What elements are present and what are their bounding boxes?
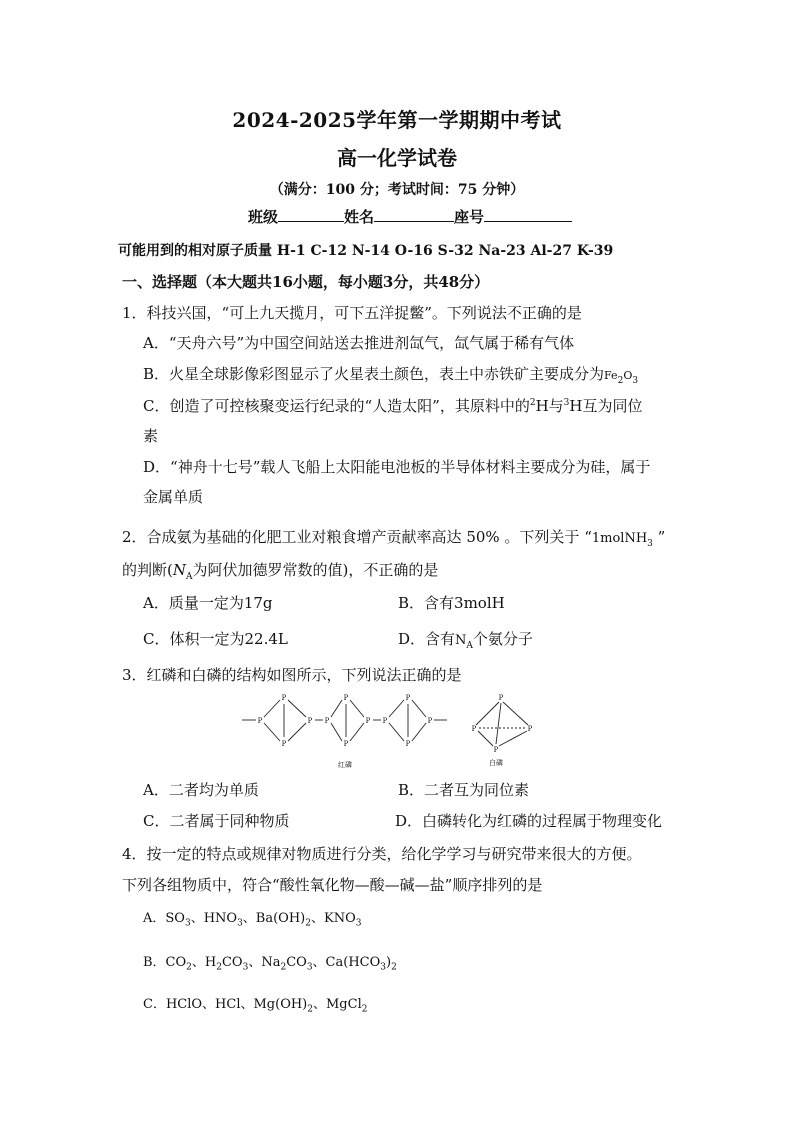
formula-subscript: 2	[216, 962, 222, 973]
q4-stem-line2: 下列各组物质中，符合“酸性氧化物—酸—碱—盐”顺序排列的是	[122, 876, 543, 894]
nh3-formula: 1molNH	[591, 531, 648, 546]
h3-symbol: H互为同位	[569, 397, 643, 415]
formula-part: 、MgCl	[313, 997, 362, 1012]
q1-option-b	[143, 363, 638, 386]
q3-option-c: C．二者属于同种物质	[143, 812, 290, 830]
formula-subscript: 3	[184, 918, 191, 929]
atom-label: P	[257, 717, 263, 725]
red-phosphorus-bonds	[242, 700, 447, 741]
formula-part: 、KNO	[310, 911, 356, 926]
q2-stem-line2-pre: 的判断(	[122, 561, 173, 579]
phosphorus-structure-diagram	[240, 688, 550, 772]
atom-label: P	[427, 717, 433, 725]
atom-label: P	[405, 740, 411, 748]
red-phosphorus-label: 红磷	[338, 761, 352, 769]
student-info-row	[248, 206, 572, 227]
q1-stem: 1．科技兴国，“可上九天揽月，可下五洋捉鳖”。下列说法不正确的是	[122, 304, 582, 322]
atom-label: P	[281, 740, 287, 748]
exam-subtitle: 高一化学试卷	[337, 146, 457, 170]
exam-info: （满分：100 分；考试时间：75 分钟）	[269, 182, 525, 198]
q1-option-b-text: B．火星全球影像彩图显示了火星表土颜色，表土中赤铁矿主要成分为	[143, 365, 605, 383]
q2-option-c: C．体积一定为22.4L	[143, 630, 288, 648]
q3-option-a: A．二者均为单质	[143, 781, 259, 799]
formula-part: 、Ca(HCO	[312, 955, 381, 970]
white-phosphorus-atoms	[472, 694, 533, 754]
na-subscript-d: A	[466, 641, 473, 651]
h3-mass-number: 3	[563, 398, 570, 408]
atom-label: P	[498, 694, 504, 702]
formula-subscript: 2	[391, 962, 397, 973]
fe-subscript: 2	[617, 376, 624, 386]
q2-quote-close: ”	[652, 528, 666, 546]
seat-label: 座号	[454, 208, 485, 226]
na-subscript: A	[185, 572, 193, 582]
atomic-masses: 可能用到的相对原子质量 H-1 C-12 N-14 O-16 S-32 Na-23 Al-27 K-39	[118, 243, 614, 259]
q3-option-b: B．二者互为同位素	[398, 781, 530, 799]
q3-stem: 3．红磷和白磷的结构如图所示，下列说法正确的是	[122, 666, 462, 684]
q2-option-d	[398, 628, 533, 651]
q2-option-d-post: 个氨分子	[472, 630, 533, 648]
formula-part: 、HNO	[190, 911, 238, 926]
formula-part: B．CO	[143, 955, 187, 970]
formula-subscript: 3	[237, 918, 243, 929]
formula-subscript: 2	[361, 1004, 368, 1015]
q2-stem-line1	[122, 526, 665, 549]
na-symbol: N	[172, 561, 186, 579]
name-blank[interactable]	[374, 207, 454, 222]
formula-part: CO	[286, 955, 307, 970]
atom-label: P	[471, 725, 477, 733]
formula-subscript: 3	[306, 962, 313, 973]
q4-option-c	[143, 993, 367, 1015]
q4-option-b	[143, 951, 397, 973]
formula-part: 、Na	[248, 955, 281, 970]
q2-option-b: B．含有3molH	[398, 594, 505, 612]
formula-subscript: 3	[380, 962, 386, 973]
formula-subscript: 2	[186, 962, 192, 973]
atom-label: P	[382, 717, 388, 725]
atom-label: P	[324, 717, 330, 725]
formula-subscript: 2	[305, 918, 311, 929]
formula-subscript: 3	[242, 962, 249, 973]
q2-option-a: A．质量一定为17g	[143, 594, 273, 612]
atom-label: P	[343, 740, 349, 748]
q4-option-a	[143, 907, 361, 929]
atom-label: P	[493, 746, 499, 754]
formula-part: )	[386, 955, 392, 970]
exam-title: 2024-2025学年第一学期期中考试	[232, 108, 562, 132]
formula-part: CO	[221, 955, 243, 970]
o-subscript: 3	[632, 376, 639, 386]
h2-mass-number: 2	[529, 398, 536, 408]
q4-stem-line1: 4．按一定的特点或规律对物质进行分类，给化学学习与研究带来很大的方便。	[122, 845, 642, 863]
formula-part: 、Ba(OH)	[242, 911, 306, 926]
formula-part: 、H	[191, 955, 217, 970]
formula-part: C．HClO、HCl、Mg(OH)	[143, 997, 308, 1012]
q2-stem-text: 2．合成氨为基础的化肥工业对粮食增产贡献率高达 50% 。下列关于 “	[122, 528, 592, 546]
formula-subscript: 3	[355, 918, 362, 929]
formula-subscript: 2	[307, 1004, 313, 1015]
white-phosphorus-label: 白磷	[489, 759, 503, 767]
q1-option-d-line1: D．“神舟十七号”载人飞船上太阳能电池板的半导体材料主要成分为硅，属于	[143, 458, 651, 476]
atom-label: P	[527, 725, 533, 733]
name-label: 姓名	[344, 208, 375, 226]
q1-option-c-wrap: 素	[143, 427, 159, 445]
q2-stem-line2	[122, 559, 438, 582]
section-heading: 一、选择题（本大题共16小题，每小题3分，共48分）	[122, 273, 490, 291]
fe-symbol: Fe	[604, 369, 618, 382]
class-label: 班级	[248, 208, 279, 226]
white-phosphorus-bonds	[476, 702, 528, 746]
atom-label: P	[365, 717, 371, 725]
q2-stem-line2-post: 为阿伏加德罗常数的值)，不正确的是	[192, 561, 439, 579]
q1-option-c-text: C．创造了可控核聚变运行纪录的“人造太阳”，其原料中的	[143, 397, 530, 415]
formula-subscript: 2	[280, 962, 287, 973]
na-symbol-d: N	[455, 633, 467, 648]
q2-option-d-text: D．含有	[398, 630, 456, 648]
atom-label: P	[405, 694, 411, 702]
q3-option-d: D．白磷转化为红磷的过程属于物理变化	[395, 812, 663, 830]
q1-option-c	[143, 395, 642, 416]
h2-symbol: H与	[535, 397, 564, 415]
o-symbol: O	[623, 369, 633, 382]
q1-option-d-line2: 金属单质	[143, 488, 204, 506]
atom-label: P	[281, 694, 287, 702]
seat-blank[interactable]	[484, 207, 572, 222]
nh3-subscript: 3	[647, 539, 653, 549]
formula-part: A．SO	[143, 911, 185, 926]
atom-label: P	[343, 694, 349, 702]
class-blank[interactable]	[278, 207, 344, 222]
atom-label: P	[307, 717, 313, 725]
q1-option-a: A．“天舟六号”为中国空间站送去推进剂氙气，氙气属于稀有气体	[143, 334, 575, 352]
